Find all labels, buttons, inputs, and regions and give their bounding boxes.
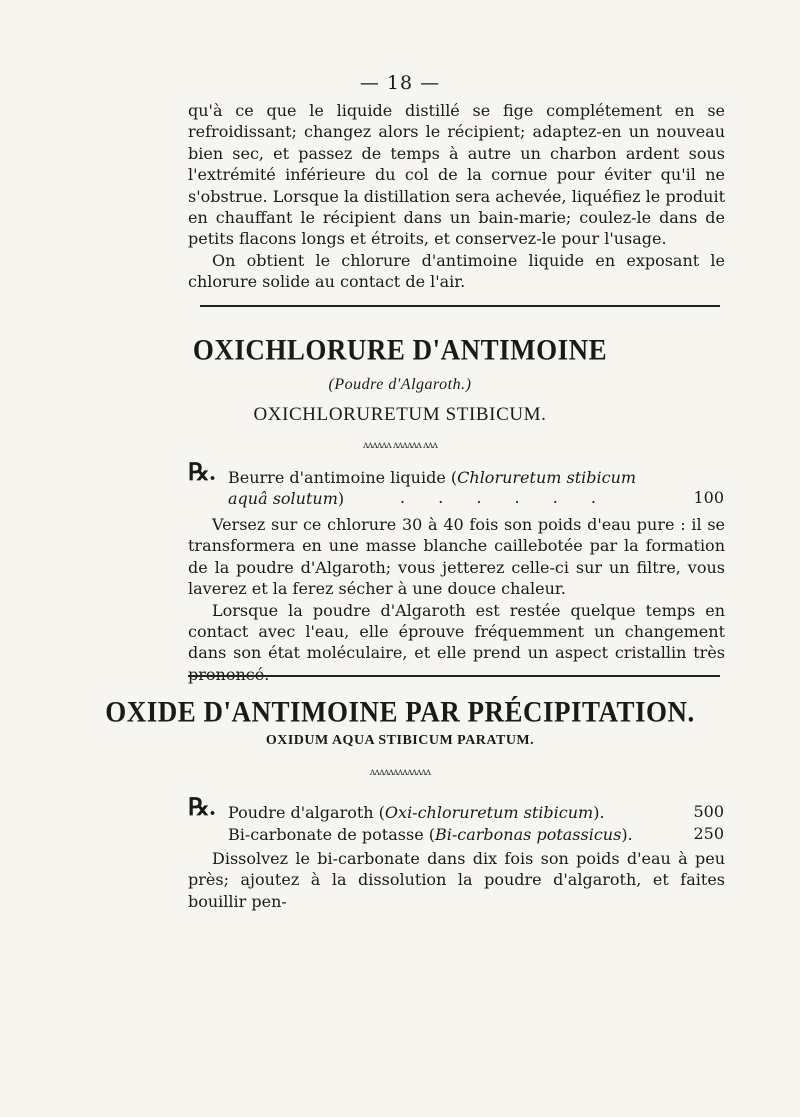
section2-paragraph-1: Dissolvez le bi-carbonate dans dix fois son poids d'eau à peu près; ajoutez à la dissolution la poudre d'algaroth, et faites bouillir pen- <box>188 849 725 911</box>
section1-paragraph-1: Versez sur ce chlorure 30 à 40 fois son poids d'eau pure : il se transformera en une masse blanche caillebotée par la formation de la poudre d'Algaroth; vous jetterez celle-ci sur un filtre, vous laverez et la ferez sécher à une douce chaleur. <box>188 515 725 599</box>
section2-latin-name: OXIDUM AQUA STIBICUM PARATUM. <box>265 733 535 748</box>
ingredient-beurre: Beurre d'antimoine liquide (Chloruretum stibicum aquâ solutum) <box>228 468 637 508</box>
section-latin-name: OXICHLORURETUM STIBICUM. <box>253 404 547 425</box>
ingredient-algaroth: Poudre d'algaroth (Oxi-chloruretum stibicum). <box>228 803 605 822</box>
intro-paragraph-1: qu'à ce que le liquide distillé se fige complétement en se refroidissant; changez alors le récipient; adaptez-en un nouveau bien sec, et passez de temps à autre un charbon ardent sous l'extrémité inférieure du col de la cornue pour éviter qu'il ne s'obstrue. Lorsque la distillation sera achevée, liquéfiez le produit en chauffant le récipient dans un bain-marie; coulez-le dans de petits flacons longs et étroits, et conservez-le pour l'usage. <box>188 101 725 249</box>
page-number: — 18 — <box>359 72 441 94</box>
recipe-symbol: ℞. <box>188 460 216 486</box>
section1-paragraph-2: Lorsque la poudre d'Algaroth est restée quelque temps en contact avec l'eau, elle éprouve fréquemment un changement dans son état moléculaire, et elle prend un aspect cristallin très prononcé. <box>188 600 725 684</box>
ingredient-quantity-bicarbonate: 250 <box>693 824 724 843</box>
section-divider <box>200 305 720 307</box>
ornament-divider-2: ʌʌʌʌʌʌʌʌʌʌʌʌʌ <box>369 767 431 778</box>
section2-text <box>188 848 725 912</box>
intro-paragraph-2: On obtient le chlorure d'antimoine liquide en exposant le chlorure solide au contact de l'air. <box>188 250 725 292</box>
section-divider-2 <box>188 675 720 677</box>
ingredient-quantity-algaroth: 500 <box>693 802 724 821</box>
recipe-symbol-2: ℞. <box>188 795 216 821</box>
section-title-oxichlorure: OXICHLORURE D'ANTIMOINE <box>192 333 608 367</box>
intro-text <box>188 100 725 293</box>
section-title-oxide: OXIDE D'ANTIMOINE PAR PRÉCIPITATION. <box>105 695 695 729</box>
section1-text <box>188 514 725 685</box>
leader-dots: . . . . . . <box>400 488 610 507</box>
ingredient-quantity: 100 <box>693 488 724 507</box>
ornament-divider: ʌʌʌʌʌʌ ʌʌʌʌʌʌ ʌʌʌ <box>362 440 438 451</box>
ingredient-bicarbonate: Bi-carbonate de potasse (Bi-carbonas potassicus). <box>228 825 633 844</box>
section-subtitle: (Poudre d'Algaroth.) <box>328 376 472 393</box>
